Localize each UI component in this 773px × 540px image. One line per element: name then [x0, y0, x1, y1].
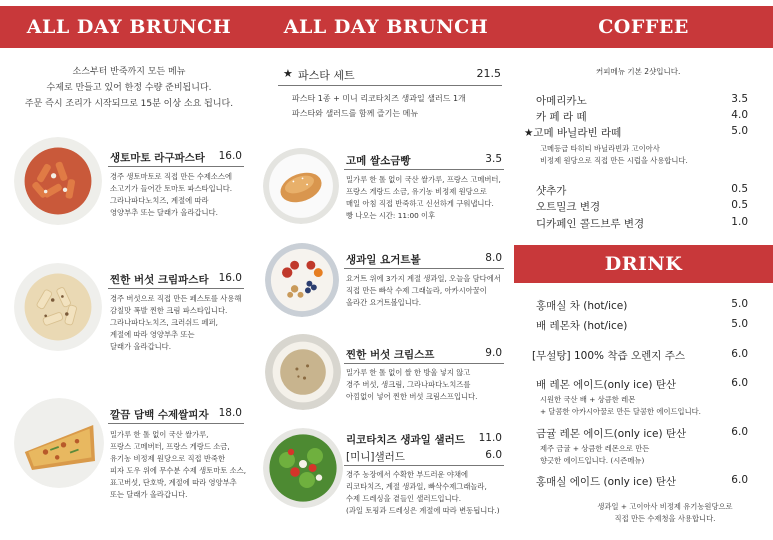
desc-line: 영양부추 또는 달래가 올라갑니다. — [110, 208, 218, 217]
desc-line: 프랑스 게랑드 소금, 유기농 비정제 원당으로 — [346, 187, 487, 196]
rice-pizza-image — [14, 398, 104, 488]
pasta-set-price: 21.5 — [476, 67, 501, 80]
plum-ade-price: 6.0 — [731, 474, 748, 486]
ricotta-salad-price: 11.0 — [478, 432, 502, 444]
desc-line: 밀가루 한 톨 없이 쌀 한 방울 넣지 않고 — [346, 368, 471, 377]
mushroom-pasta-divider — [108, 288, 244, 289]
desc-line: 그라나파다노치즈, 계절에 따라 — [110, 196, 209, 205]
intro-line-2: 수제로 만들고 있어 한정 수량 준비됩니다. — [46, 83, 212, 93]
mushroom-pasta-desc — [110, 293, 260, 353]
desc-line: + 달콤한 아카시아꿀로 만든 달콤한 에이드입니다. — [540, 407, 702, 416]
plum-tea-price: 5.0 — [731, 298, 748, 310]
yogurt-bowl-name: 생과일 요거트볼 — [346, 254, 421, 266]
ricotta-salad-name: 리코타치즈 생과일 샐러드 — [346, 434, 465, 446]
pasta-set-star: ★ — [283, 67, 293, 80]
footer-line-2: 직접 만든 수제청을 사용합니다. — [614, 514, 716, 523]
americano-price: 3.5 — [731, 93, 748, 105]
vanilla-latte-price: 5.0 — [731, 125, 748, 137]
mushroom-pasta-image — [14, 263, 102, 351]
kumquat-lemonade-price: 6.0 — [731, 426, 748, 438]
vanilla-latte-desc — [540, 143, 740, 167]
salt-bread-desc — [346, 174, 516, 222]
salt-bread-image — [263, 148, 339, 224]
desc-line: 밀가루 한 톨 없이 국산 쌀가루, 프랑스 고메버터, — [346, 175, 501, 184]
desc-line: 표고버섯, 단호박, 계절에 따라 영양부추 — [110, 478, 237, 487]
intro-text — [0, 64, 258, 112]
desc-line: 올라간 요거트볼입니다. — [346, 298, 422, 307]
pasta-set-desc — [292, 91, 507, 121]
desc-line: 리코타치즈, 계절 생과일, 빠삭수제그래놀라, — [346, 482, 487, 491]
mini-salad-price: 6.0 — [485, 449, 502, 461]
brunch-banner-2: ALL DAY BRUNCH — [258, 6, 514, 48]
rice-pizza-divider — [108, 423, 244, 424]
desc-line: 고메등급 타히티 바닐라빈과 고이아사 — [540, 144, 660, 153]
salt-bread-name: 고메 쌀소금빵 — [346, 155, 411, 167]
latte-price: 4.0 — [731, 109, 748, 121]
yogurt-bowl-divider — [344, 268, 504, 269]
intro-line-3: 주문 즉시 조리가 시작되므로 15분 이상 소요 됩니다. — [24, 99, 234, 109]
desc-line: 파스타 1종 + 미니 리코타치즈 생과일 샐러드 1개 — [292, 94, 466, 103]
desc-line: 그라나파다노치즈, 크러쉬드 페퍼, — [110, 318, 218, 327]
yogurt-bowl-desc — [346, 273, 516, 309]
orange-juice-price: 6.0 — [731, 348, 748, 360]
desc-line: 향긋한 에이드입니다. (시즌메뉴) — [540, 456, 645, 465]
tomato-pasta-desc — [110, 171, 260, 219]
salt-bread-divider — [344, 169, 504, 170]
desc-line: 시원한 국산 배 + 상큼한 레몬 — [540, 395, 636, 404]
desc-line: 또는 달래가 올라갑니다. — [110, 490, 188, 499]
desc-line: 파스타와 샐러드를 함께 즐기는 메뉴 — [292, 109, 419, 118]
americano-name: 아메리카노 — [536, 95, 587, 107]
decaf-price: 1.0 — [731, 216, 748, 228]
desc-line: 비정제 원당으로 직접 만든 시럽을 사용합니다. — [540, 156, 688, 165]
desc-line: 달래가 올라갑니다. — [110, 342, 172, 351]
mushroom-soup-divider — [344, 363, 504, 364]
desc-line: 프랑스 고메버터, 프랑스 게랑드 소금, — [110, 442, 230, 451]
desc-line: 소고기가 들어간 토마토 파스타입니다. — [110, 184, 233, 193]
plum-tea-name: 홍매실 차 (hot/ice) — [536, 300, 628, 312]
pasta-set-divider — [278, 85, 502, 86]
salt-bread-price: 3.5 — [485, 153, 502, 165]
kumquat-lemonade-desc — [540, 443, 740, 467]
pear-lemonade-price: 6.0 — [731, 377, 748, 389]
rice-pizza-name: 깔끔 담백 수제쌀피자 — [110, 409, 209, 421]
coffee-note: 커피메뉴 기본 2샷입니다. — [596, 67, 681, 76]
plum-ade-name: 홍매실 에이드 (only ice) 탄산 — [536, 476, 677, 488]
orange-juice-name: [무설탕] 100% 착즙 오렌지 주스 — [532, 350, 685, 362]
desc-line: 감칠맛 폭발 찐한 크림 파스타입니다. — [110, 306, 228, 315]
drink-banner: DRINK — [514, 245, 773, 283]
desc-line: 제주 금귤 + 상큼한 레몬으로 만든 — [540, 444, 650, 453]
desc-line: 수제 드레싱을 곁들인 샐러드입니다. — [346, 494, 462, 503]
tomato-pasta-divider — [108, 166, 244, 167]
rice-pizza-price: 18.0 — [218, 407, 242, 419]
desc-line: 요거트 위에 3가지 계절 생과일, 오늘을 담다에서 — [346, 274, 501, 283]
mini-salad-name: [미니]샐러드 — [346, 451, 405, 463]
desc-line: 경주 버섯, 생크림, 그라나파다노치즈를 — [346, 380, 471, 389]
desc-line: 유기농 비정제 원당으로 직접 반죽한 — [110, 454, 226, 463]
mushroom-soup-price: 9.0 — [485, 347, 502, 359]
tomato-pasta-price: 16.0 — [218, 150, 242, 162]
oat-milk-name: 오트밀크 변경 — [536, 201, 601, 213]
brunch-banner-1: ALL DAY BRUNCH — [0, 6, 258, 48]
pear-lemonade-name: 배 레몬 에이드(only ice) 탄산 — [536, 379, 677, 391]
pear-lemon-tea-name: 배 레몬차 (hot/ice) — [536, 320, 628, 332]
kumquat-lemonade-name: 금귤 레몬 에이드(only ice) 탄산 — [536, 428, 687, 440]
drink-footer — [560, 501, 770, 525]
ricotta-salad-image — [263, 428, 343, 508]
latte-name: 카 페 라 떼 — [536, 111, 587, 123]
desc-line: 피자 도우 위에 무수분 수제 생토마토 소스, — [110, 466, 247, 475]
ricotta-salad-desc — [346, 469, 516, 517]
coffee-banner: COFFEE — [514, 6, 773, 48]
desc-line: 경주 농장에서 수확한 부드러운 야채에 — [346, 470, 469, 479]
shot-extra-price: 0.5 — [731, 183, 748, 195]
oat-milk-price: 0.5 — [731, 199, 748, 211]
tomato-pasta-image — [14, 137, 102, 225]
desc-line: 경주 생토마토로 직접 만든 수제소스에 — [110, 172, 233, 181]
pasta-set-name: 파스타 세트 — [298, 69, 355, 82]
desc-line: 계절에 따라 영양부추 또는 — [110, 330, 195, 339]
yogurt-bowl-price: 8.0 — [485, 252, 502, 264]
desc-line: 밀가루 한 톨 없이 국산 쌀가루, — [110, 430, 209, 439]
footer-line-1: 생과일 + 고이아사 비정제 유기농원당으로 — [597, 502, 733, 511]
mushroom-pasta-name: 찐한 버섯 크림파스타 — [110, 274, 209, 286]
desc-line: 매일 아침 직접 반죽하고 신선하게 구워냅니다. — [346, 199, 494, 208]
yogurt-bowl-image — [265, 243, 339, 317]
desc-line: (과일 토핑과 드레싱은 계절에 따라 변동됩니다.) — [346, 506, 500, 515]
tomato-pasta-name: 생토마토 라구파스타 — [110, 152, 205, 164]
mushroom-pasta-price: 16.0 — [218, 272, 242, 284]
pear-lemon-tea-price: 5.0 — [731, 318, 748, 330]
decaf-name: 디카페인 콜드브루 변경 — [536, 218, 645, 230]
mushroom-soup-image — [265, 334, 341, 410]
rice-pizza-desc — [110, 429, 262, 501]
mushroom-soup-name: 찐한 버섯 크림스프 — [346, 349, 435, 361]
vanilla-latte-name: ★고메 바닐라빈 라떼 — [524, 127, 622, 139]
desc-line: 아낌없이 넣어 찐한 버섯 크림스프입니다. — [346, 392, 478, 401]
ricotta-salad-divider — [344, 465, 504, 466]
desc-line: 경주 버섯으로 직접 만든 페스토를 사용해 — [110, 294, 242, 303]
shot-extra-name: 샷추가 — [536, 185, 567, 197]
desc-line: 빵 나오는 시간: 11:00 이후 — [346, 211, 436, 220]
mushroom-soup-desc — [346, 367, 516, 403]
intro-line-1: 소스부터 반죽까지 모든 메뉴 — [72, 67, 186, 77]
desc-line: 직접 만든 빠삭 수제 그래놀라, 아카시아꿀이 — [346, 286, 487, 295]
pear-lemonade-desc — [540, 394, 760, 418]
